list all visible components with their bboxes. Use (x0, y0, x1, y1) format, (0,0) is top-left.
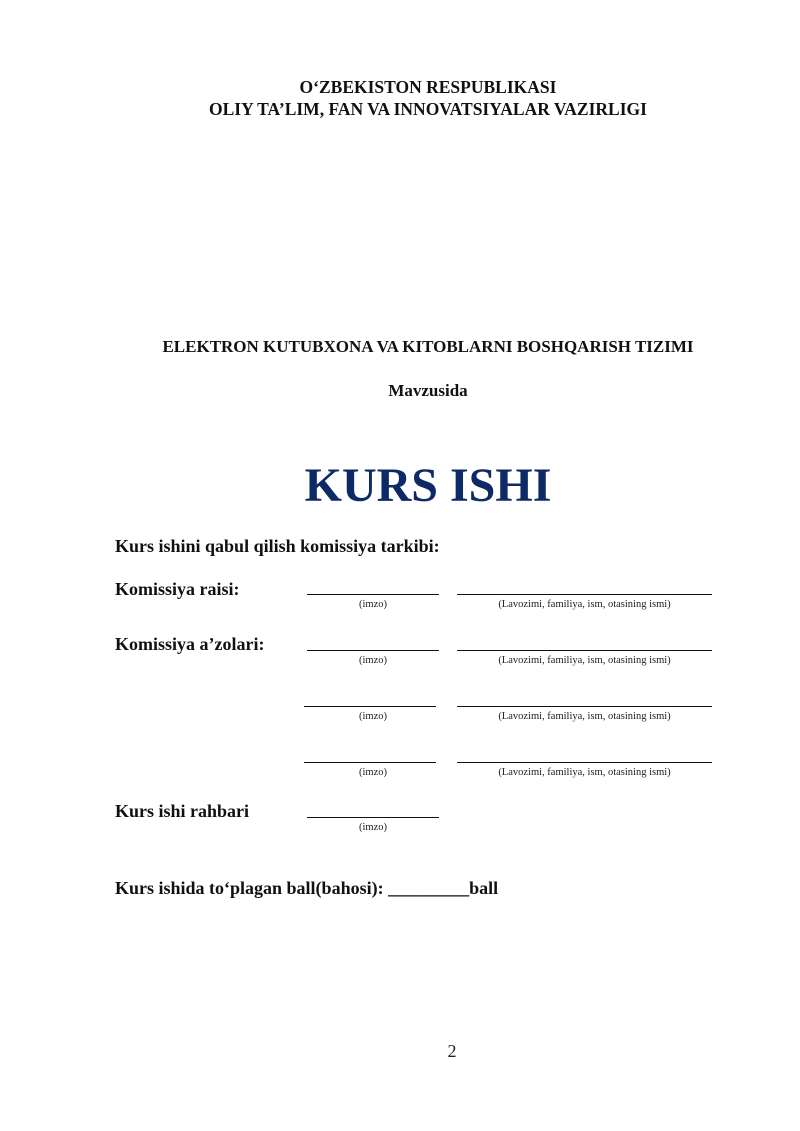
supervisor-label: Kurs ishi rahbari (115, 801, 250, 821)
member-1-signature-caption: (imzo) (359, 655, 387, 666)
member-2-name-caption: (Lavozimi, familiya, ism, otasining ismi) (498, 711, 671, 722)
chair-signature-line[interactable] (307, 594, 439, 595)
member-3-signature-caption: (imzo) (359, 767, 387, 778)
member-2-signature-caption: (imzo) (359, 711, 387, 722)
supervisor-signature-line[interactable] (307, 817, 439, 818)
score-blank[interactable]: _________ (388, 878, 470, 898)
score-label: Kurs ishida to‘plagan ball(bahosi): (115, 878, 389, 898)
score-line (115, 877, 498, 899)
topic-title: ELEKTRON KUTUBXONA VA KITOBLARNI BOSHQARISH TIZIMI (162, 337, 694, 356)
ministry-header-line-2: OLIY TA’LIM, FAN VA INNOVATSIYALAR VAZIRLIGI (209, 99, 647, 119)
commission-chair-label: Komissiya raisi: (115, 579, 240, 599)
member-3-signature-line[interactable] (304, 762, 436, 763)
member-1-name-caption: (Lavozimi, familiya, ism, otasining ismi) (498, 655, 671, 666)
member-3-name-line[interactable] (457, 762, 712, 763)
supervisor-signature-caption: (imzo) (359, 822, 387, 833)
commission-heading: Kurs ishini qabul qilish komissiya tarkibi: (115, 536, 440, 556)
member-1-name-line[interactable] (457, 650, 712, 651)
page-number: 2 (447, 1041, 457, 1061)
chair-signature-caption: (imzo) (359, 599, 387, 610)
member-2-name-line[interactable] (457, 706, 712, 707)
score-suffix: ball (469, 878, 499, 898)
ministry-header-line-1: O‘ZBEKISTON RESPUBLIKASI (299, 77, 557, 97)
chair-name-caption: (Lavozimi, familiya, ism, otasining ismi) (498, 599, 671, 610)
member-1-signature-line[interactable] (307, 650, 439, 651)
member-3-name-caption: (Lavozimi, familiya, ism, otasining ismi) (498, 767, 671, 778)
chair-name-line[interactable] (457, 594, 712, 595)
document-title: KURS ISHI (304, 459, 552, 512)
topic-subtitle: Mavzusida (388, 381, 468, 400)
commission-members-label: Komissiya a’zolari: (115, 634, 265, 654)
member-2-signature-line[interactable] (304, 706, 436, 707)
